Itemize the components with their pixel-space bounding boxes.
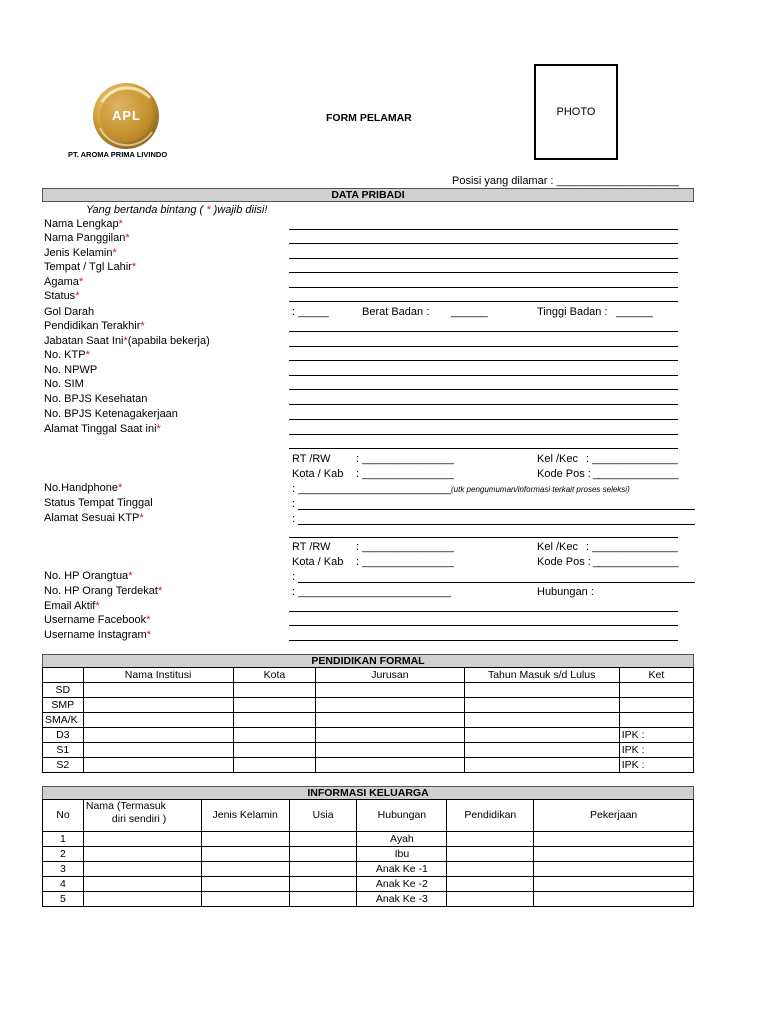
table-cell[interactable] — [316, 758, 464, 773]
table-cell[interactable] — [289, 877, 357, 892]
table-row — [43, 698, 694, 713]
col-no: No — [43, 800, 84, 832]
col-pendidikan: Pendidikan — [447, 800, 534, 832]
input-line-bpjs-kesehatan[interactable] — [289, 404, 678, 405]
table-cell[interactable] — [83, 847, 201, 862]
label-facebook: Username Facebook* — [44, 614, 151, 626]
row-hubungan: Ayah — [357, 832, 447, 847]
row-hubungan: Ibu — [357, 847, 447, 862]
logo-text: APL — [112, 108, 141, 123]
input-line-facebook[interactable] — [289, 625, 678, 626]
personal-data-header: DATA PRIBADI — [42, 188, 694, 202]
rt-rw-ktp-field[interactable]: : _______________ — [356, 541, 454, 553]
label-alamat-ktp: Alamat Sesuai KTP* — [44, 512, 144, 524]
label-tempat-tgl-lahir: Tempat / Tgl Lahir* — [44, 261, 137, 273]
label-gol-darah: Gol Darah — [44, 306, 95, 318]
label-kel-kec-ktp: Kel /Kec — [537, 541, 578, 553]
table-cell[interactable] — [201, 892, 289, 907]
row-hubungan: Anak Ke -2 — [357, 877, 447, 892]
label-kota-kab: Kota / Kab — [292, 468, 344, 480]
input-line-nama-lengkap[interactable] — [289, 229, 678, 230]
table-row — [43, 862, 694, 877]
label-no-sim: No. SIM — [44, 378, 84, 390]
ipk-cell[interactable]: IPK : — [619, 728, 693, 743]
photo-box[interactable] — [534, 64, 618, 160]
ipk-cell[interactable]: IPK : — [619, 743, 693, 758]
label-status: Status* — [44, 290, 80, 302]
label-no-ktp: No. KTP* — [44, 349, 90, 361]
family-table — [42, 799, 694, 907]
table-cell[interactable] — [289, 862, 357, 877]
input-line-instagram[interactable] — [289, 640, 678, 641]
input-line-no-sim[interactable] — [289, 389, 678, 390]
row-hubungan: Anak Ke -1 — [357, 862, 447, 877]
table-cell[interactable] — [316, 713, 464, 728]
table-row — [43, 683, 694, 698]
label-tinggi-badan: Tinggi Badan : — [537, 306, 608, 318]
table-cell[interactable] — [447, 832, 534, 847]
col-tahun: Tahun Masuk s/d Lulus — [464, 668, 619, 683]
education-header: PENDIDIKAN FORMAL — [42, 654, 694, 668]
table-cell[interactable] — [316, 683, 464, 698]
table-cell[interactable] — [447, 862, 534, 877]
label-hubungan: Hubungan : — [537, 586, 594, 598]
table-cell[interactable] — [316, 743, 464, 758]
input-line-agama[interactable] — [289, 287, 678, 288]
table-cell[interactable] — [201, 862, 289, 877]
table-cell[interactable] — [83, 683, 233, 698]
label-hp-terdekat: No. HP Orang Terdekat* — [44, 585, 163, 597]
ket-cell[interactable] — [619, 683, 693, 698]
table-cell[interactable] — [83, 698, 233, 713]
label-kota-kab-ktp: Kota / Kab — [292, 556, 344, 568]
table-cell[interactable] — [464, 683, 619, 698]
table-cell[interactable] — [201, 832, 289, 847]
table-cell[interactable] — [534, 862, 694, 877]
table-row — [43, 758, 694, 773]
table-cell[interactable] — [464, 743, 619, 758]
table-cell[interactable] — [83, 862, 201, 877]
table-cell[interactable] — [233, 743, 316, 758]
table-cell[interactable] — [316, 698, 464, 713]
company-name: PT. AROMA PRIMA LIVINDO — [68, 150, 168, 159]
input-line-status[interactable] — [289, 301, 678, 302]
table-cell[interactable] — [289, 832, 357, 847]
table-cell[interactable] — [464, 758, 619, 773]
gol-darah-field[interactable]: : _____ — [292, 306, 329, 318]
table-cell[interactable] — [289, 892, 357, 907]
kode-pos-field[interactable]: ______________ — [593, 468, 679, 480]
row-hubungan: Anak Ke -3 — [357, 892, 447, 907]
family-header-row — [43, 800, 694, 832]
table-cell[interactable] — [233, 698, 316, 713]
status-tempat-tinggal-colon: : — [292, 498, 296, 510]
col-pekerjaan: Pekerjaan — [534, 800, 694, 832]
table-cell[interactable] — [464, 713, 619, 728]
education-table — [42, 667, 694, 773]
input-line-alamat-ktp-1[interactable] — [298, 524, 695, 525]
input-line-jenis-kelamin[interactable] — [289, 258, 678, 259]
label-nama-panggilan: Nama Panggilan* — [44, 232, 130, 244]
table-row — [43, 877, 694, 892]
table-cell[interactable] — [201, 877, 289, 892]
education-header-row — [43, 668, 694, 683]
row-no: 4 — [43, 877, 84, 892]
col-ket: Ket — [619, 668, 693, 683]
table-row — [43, 892, 694, 907]
label-kel-kec: Kel /Kec — [537, 453, 578, 465]
table-cell[interactable] — [83, 877, 201, 892]
col-jurusan: Jurusan — [316, 668, 464, 683]
col-nama: Nama (Termasuk diri sendiri ) — [83, 800, 201, 832]
position-applied-field[interactable]: Posisi yang dilamar : ____________________ — [452, 175, 679, 187]
table-cell[interactable] — [464, 728, 619, 743]
input-line-alamat-tinggal-2[interactable] — [289, 448, 678, 449]
edu-level: D3 — [43, 728, 84, 743]
kel-kec-ktp-field[interactable]: : ______________ — [586, 541, 678, 553]
ipk-cell[interactable]: IPK : — [619, 758, 693, 773]
label-berat-badan: Berat Badan : — [362, 306, 430, 318]
label-bpjs-kesehatan: No. BPJS Kesehatan — [44, 393, 148, 405]
label-hp-orangtua: No. HP Orangtua* — [44, 570, 133, 582]
hp-orangtua-colon: : — [292, 571, 296, 583]
table-cell[interactable] — [233, 683, 316, 698]
mandatory-note: Yang bertanda bintang ( * )wajib diisi! — [86, 204, 268, 216]
kota-kab-field[interactable]: : _______________ — [356, 468, 454, 480]
label-bpjs-ketenagakerjaan: No. BPJS Ketenagakerjaan — [44, 408, 178, 420]
table-cell[interactable] — [233, 728, 316, 743]
table-cell[interactable] — [201, 847, 289, 862]
edu-level: S2 — [43, 758, 84, 773]
row-no: 5 — [43, 892, 84, 907]
label-kode-pos-ktp: Kode Pos : — [537, 556, 591, 568]
label-email: Email Aktif* — [44, 600, 100, 612]
table-cell[interactable] — [534, 892, 694, 907]
table-cell[interactable] — [83, 758, 233, 773]
kota-kab-ktp-field[interactable]: : _______________ — [356, 556, 454, 568]
col-jenis-kelamin: Jenis Kelamin — [201, 800, 289, 832]
input-line-no-ktp[interactable] — [289, 360, 678, 361]
company-logo — [62, 72, 192, 164]
handphone-note: (utk pengumuman/informasi terkait proses seleksi) — [451, 485, 630, 494]
edu-level: SMP — [43, 698, 84, 713]
label-kode-pos: Kode Pos : — [537, 468, 591, 480]
table-row — [43, 728, 694, 743]
table-cell[interactable] — [447, 877, 534, 892]
label-instagram: Username Instagram* — [44, 629, 151, 641]
no-handphone-field[interactable]: : _________________________ — [292, 483, 452, 495]
ket-cell[interactable] — [619, 698, 693, 713]
kel-kec-field[interactable]: : ______________ — [586, 453, 678, 465]
label-status-tempat-tinggal: Status Tempat Tinggal — [44, 497, 153, 509]
table-cell[interactable] — [83, 728, 233, 743]
input-line-bpjs-ketenagakerjaan[interactable] — [289, 419, 678, 420]
label-jabatan: Jabatan Saat Ini*(apabila bekerja) — [44, 335, 210, 347]
table-cell[interactable] — [233, 713, 316, 728]
table-cell[interactable] — [534, 832, 694, 847]
col-hubungan: Hubungan — [357, 800, 447, 832]
table-cell[interactable] — [534, 877, 694, 892]
edu-level: SD — [43, 683, 84, 698]
label-nama-lengkap: Nama Lengkap* — [44, 218, 123, 230]
label-pendidikan-terakhir: Pendidikan Terakhir* — [44, 320, 145, 332]
table-cell[interactable] — [83, 713, 233, 728]
table-cell[interactable] — [316, 728, 464, 743]
row-no: 1 — [43, 832, 84, 847]
edu-level: SMA/K — [43, 713, 84, 728]
label-rt-rw-ktp: RT /RW — [292, 541, 331, 553]
table-row — [43, 832, 694, 847]
row-no: 2 — [43, 847, 84, 862]
input-line-jabatan[interactable] — [289, 346, 678, 347]
col-usia: Usia — [289, 800, 357, 832]
label-agama: Agama* — [44, 276, 84, 288]
table-cell[interactable] — [83, 832, 201, 847]
col-nama-institusi: Nama Institusi — [83, 668, 233, 683]
input-line-no-npwp[interactable] — [289, 375, 678, 376]
input-line-hp-orangtua[interactable] — [298, 582, 695, 583]
table-row — [43, 713, 694, 728]
hp-terdekat-field[interactable]: : _________________________ — [292, 586, 452, 598]
edu-level: S1 — [43, 743, 84, 758]
label-jenis-kelamin: Jenis Kelamin* — [44, 247, 117, 259]
label-rt-rw: RT /RW — [292, 453, 331, 465]
input-line-pendidikan-terakhir[interactable] — [289, 331, 678, 332]
input-line-email[interactable] — [289, 611, 678, 612]
ket-cell[interactable] — [619, 713, 693, 728]
alamat-ktp-colon: : — [292, 513, 296, 525]
input-line-status-tempat-tinggal[interactable] — [298, 509, 695, 510]
photo-label: PHOTO — [556, 106, 596, 118]
table-cell[interactable] — [83, 743, 233, 758]
table-cell[interactable] — [289, 847, 357, 862]
row-no: 3 — [43, 862, 84, 877]
form-title: FORM PELAMAR — [326, 112, 412, 124]
table-cell[interactable] — [233, 758, 316, 773]
col-kota: Kota — [233, 668, 316, 683]
input-line-tempat-tgl-lahir[interactable] — [289, 272, 678, 273]
label-no-handphone: No.Handphone* — [44, 482, 123, 494]
table-row — [43, 743, 694, 758]
table-cell[interactable] — [447, 892, 534, 907]
input-line-alamat-tinggal-1[interactable] — [289, 434, 678, 435]
label-alamat-tinggal: Alamat Tinggal Saat ini* — [44, 423, 161, 435]
table-cell[interactable] — [464, 698, 619, 713]
tinggi-badan-field[interactable]: ______ — [616, 306, 653, 318]
label-no-npwp: No. NPWP — [44, 364, 98, 376]
berat-badan-field[interactable]: ______ — [451, 306, 488, 318]
input-line-nama-panggilan[interactable] — [289, 243, 678, 244]
kode-pos-ktp-field[interactable]: ______________ — [593, 556, 679, 568]
table-row — [43, 847, 694, 862]
table-cell[interactable] — [447, 847, 534, 862]
table-cell[interactable] — [534, 847, 694, 862]
family-header: INFORMASI KELUARGA — [42, 786, 694, 800]
input-line-alamat-ktp-2[interactable] — [289, 537, 678, 538]
rt-rw-field[interactable]: : _______________ — [356, 453, 454, 465]
table-cell[interactable] — [83, 892, 201, 907]
